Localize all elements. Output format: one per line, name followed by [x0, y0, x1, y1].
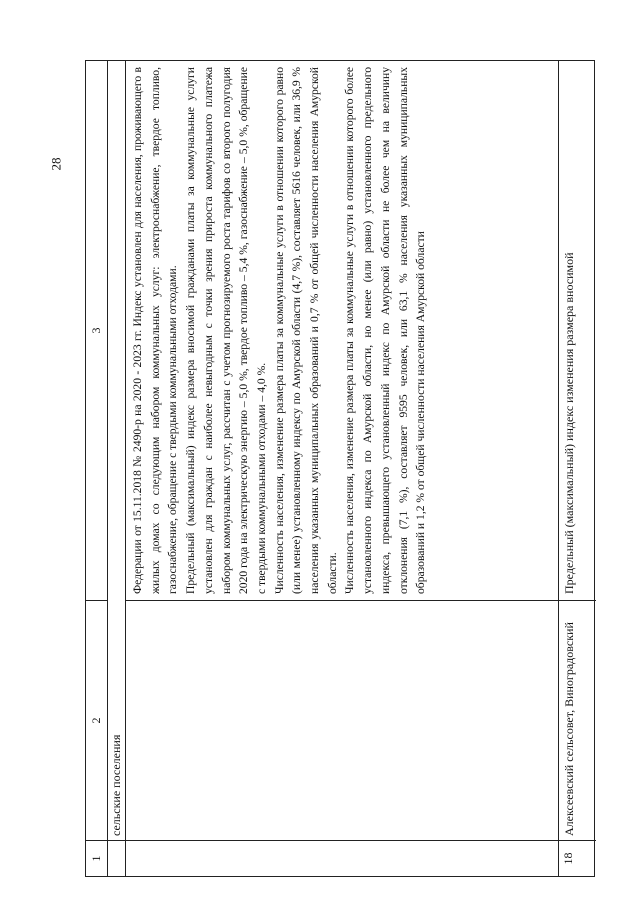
row-number: 18 — [558, 840, 596, 876]
page-number: 28 — [48, 157, 64, 171]
header-col-1: 1 — [86, 840, 107, 876]
continuation-name-cell — [125, 600, 558, 840]
table-row-18 — [558, 61, 596, 876]
header-col-3: 3 — [89, 327, 103, 334]
paragraph-max-index: Предельный (максимальный) индекс размера вносимой гражданами платы за коммунальные услуги установлен для граждан с наиболее невыгодным с точки зрения прироста коммунального платежа набором коммунальных услуг, рассчитан с учетом прогнозируемого роста тарифов со второго полугодия 2020 года на электрическую энергию – 5,0 %, твердое топливо – 5,4 %, газоснабжение – 5,0 %, обращение с твердыми коммунальными отходами – 4,0 %. — [184, 67, 268, 594]
indices-table — [85, 60, 595, 877]
table-header-row — [86, 61, 108, 876]
section-row — [107, 61, 126, 876]
row-municipality: Алексеевский сельсовет, Виноградовский — [558, 600, 596, 840]
continuation-num-cell — [125, 840, 558, 876]
continuation-text-cell — [125, 61, 558, 600]
paragraph-federation: Федерации от 15.11.2018 № 2490-р на 2020 - 2023 гг. Индекс установлен для населения, проживающего в жилых домах со следующим набором коммунальных услуг: электроснабжение, твердое топливо, газоснабжение, обращение с твердыми коммунальными отходами. — [131, 67, 180, 594]
section-label: сельские поселения — [109, 734, 123, 836]
header-col-2: 2 — [86, 600, 107, 840]
paragraph-population-above: Численность населения, изменение размера платы за коммунальные услуги в отношении которого более установленного индекса по Амурской области, но менее (или равно) установленного предельного индекса, превышающего установленный индекс по Амурской области не более чем на величину отклонения (7,1 %), составляет 9595 человек, или 63,1 % населения указанных муниципальных образований и 1,2 % от общей численности населения Амурской области — [343, 67, 428, 594]
rotated-table-wrapper — [85, 60, 595, 877]
continuation-row — [125, 61, 559, 876]
section-empty-cell — [107, 840, 125, 876]
paragraph-population-below: Численность населения, изменение размера платы за коммунальные услуги в отношении которого равно (или менее) установленному индексу по Амурской области (4,7 %), составляет 5616 человек, или 36,9 % населения указанных муниципальных образований и 0,7 % от общей численности населения Амурской области. — [272, 67, 339, 594]
row-description: Предельный (максимальный) индекс изменения размера вносимой — [562, 252, 576, 594]
